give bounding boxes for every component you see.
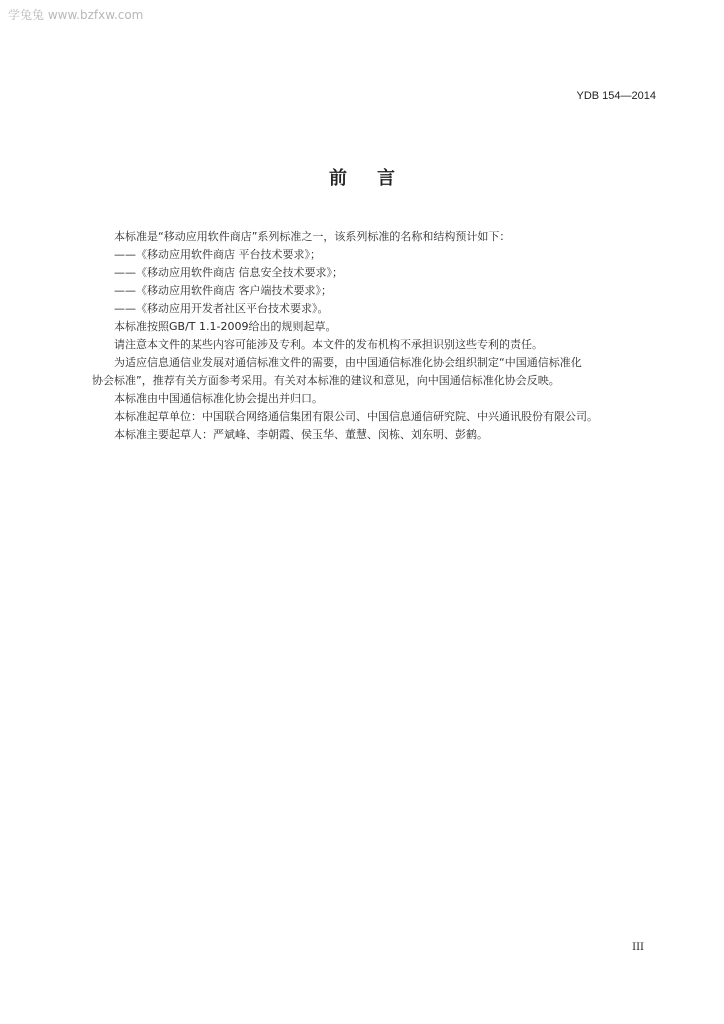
paragraph-patent-notice: 请注意本文件的某些内容可能涉及专利。本文件的发布机构不承担识别这些专利的责任。 (114, 338, 543, 351)
list-item-series-4: ——《移动应用开发者社区平台技术要求》。 (114, 302, 329, 315)
paragraph-proposer: 本标准由中国通信标准化协会提出并归口。 (114, 392, 323, 405)
document-code: YDB 154—2014 (576, 90, 656, 102)
paragraph-purpose-line-1: 为适应信息通信业发展对通信标准文件的需要，由中国通信标准化协会组织制定“中国通信标准化 (114, 356, 582, 369)
page-number: III (632, 942, 644, 953)
list-item-series-2: ——《移动应用软件商店 信息安全技术要求》； (114, 266, 343, 279)
paragraph-drafters: 本标准主要起草人：严斌峰、李朝霞、侯玉华、董慧、闵栋、刘东明、彭鹤。 (114, 428, 488, 441)
list-item-series-1: ——《移动应用软件商店 平台技术要求》； (114, 248, 321, 261)
paragraph-drafting-rules: 本标准按照GB/T 1.1-2009给出的规则起草。 (114, 320, 337, 333)
watermark: 学兔兔 www.bzfxw.com (8, 8, 144, 22)
page-title: 前言 (329, 168, 425, 189)
paragraph-series-intro: 本标准是“移动应用软件商店”系列标准之一，该系列标准的名称和结构预计如下： (114, 230, 511, 243)
foreword-body (92, 228, 664, 444)
paragraph-purpose-line-2: 协会标准”，推荐有关方面参考采用。有关对本标准的建议和意见，向中国通信标准化协会反映。 (92, 374, 560, 387)
list-item-series-3: ——《移动应用软件商店 客户端技术要求》； (114, 284, 332, 297)
paragraph-drafting-units: 本标准起草单位：中国联合网络通信集团有限公司、中国信息通信研究院、中兴通讯股份有限公司。 (114, 410, 598, 423)
